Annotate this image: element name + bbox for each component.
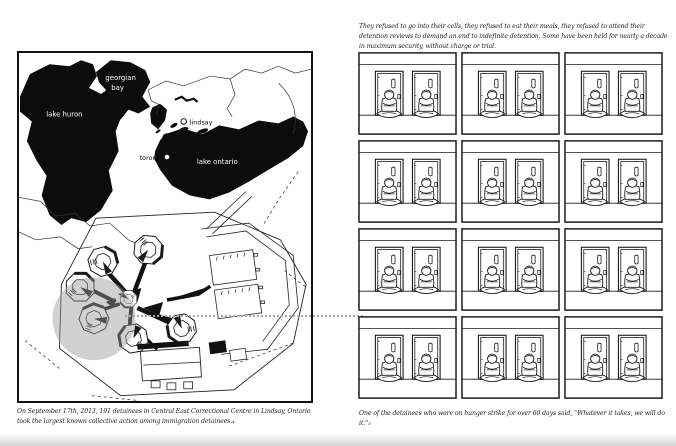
highlight-circle (53, 277, 136, 360)
left-page-caption: On September 17th, 2013, 191 detainees in Central East Correctional Centre in Lindsay, Ontario took the largest known collective action among immigration detainees.₄ (17, 408, 311, 426)
bottom-shadow (0, 433, 676, 446)
label-lake-huron: lake huron (46, 110, 83, 119)
right-page-bottom-caption: One of the detainees who were on hunger strike for over 60 days said, “Whatever it takes, we will do it.”₅ (359, 410, 665, 428)
cell-panel (358, 228, 457, 311)
map-drawing (19, 53, 311, 401)
cell-panel (564, 140, 663, 223)
cell-panel (461, 228, 560, 311)
lindsay-marker (181, 119, 187, 125)
dotted-connector-line (125, 315, 363, 317)
label-lake-ontario: lake ontario (196, 157, 238, 166)
label-georgian-bay-line1: georgian (105, 74, 136, 83)
kawartha-lakes-squiggle (175, 97, 198, 102)
label-toronto: toronto (139, 153, 164, 162)
cell-panel (564, 52, 663, 135)
cell-panel (461, 140, 560, 223)
cell-panel (564, 316, 663, 399)
parking-lots (209, 250, 264, 319)
right-page-top-caption: They refused to go into their cells, they refused to eat their meals, they refused to attend their detention reviews to demand an end to indefinite detention. Some have been held for nearly a decade in maximum security, without charge or trial. (359, 23, 668, 51)
toronto-marker (164, 154, 170, 160)
cell-panel (358, 52, 457, 135)
label-lindsay: lindsay (189, 118, 213, 127)
map-panel (17, 51, 313, 403)
cell-panel (564, 228, 663, 311)
lake-simcoe-shape (150, 104, 167, 130)
cell-panel (358, 316, 457, 399)
cell-panel (358, 140, 457, 223)
panel-grid (358, 52, 663, 399)
label-georgian-bay-line2: bay (111, 83, 124, 92)
cell-panel (461, 52, 560, 135)
cell-panel (461, 316, 560, 399)
facility-buildings (137, 340, 246, 390)
